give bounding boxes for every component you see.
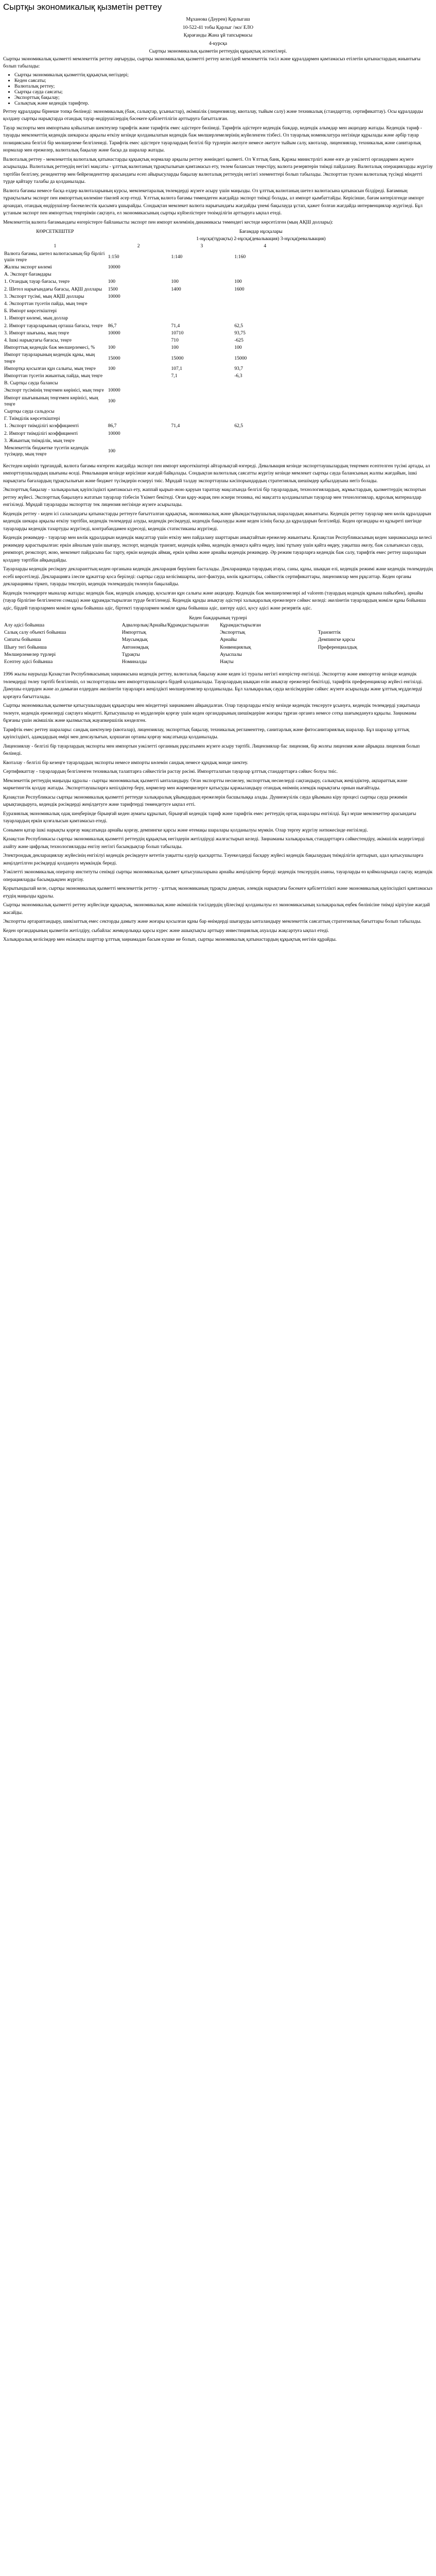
list-item: • Сыртқы сауда саясаты; (14, 89, 433, 95)
table-cell (297, 395, 415, 408)
table-cell: -6,3 (234, 373, 242, 379)
table-cell (297, 293, 415, 300)
table-cell: 86,7 (108, 423, 117, 429)
table-cell (170, 271, 234, 278)
table-cell: 3. Жиынтық тиімділік, мың теңге (4, 437, 75, 444)
topic-line: Сыртқы экономикалық қызметін реттеудің құқықтық аспектілері. (149, 48, 287, 54)
table-cell (317, 658, 415, 666)
table-cell: 107,1 (171, 365, 183, 371)
table-cell (297, 264, 415, 271)
table-cell: 100 (108, 279, 116, 285)
table-cell: 2. Импорт тиімділігі коэффициенті (4, 430, 78, 436)
table-cell: 10000 (108, 430, 120, 436)
table-row (3, 293, 415, 300)
table-cell: Тұрақты (121, 651, 140, 657)
table-row (3, 351, 415, 365)
table-cell: 710 (171, 337, 179, 344)
table-cell: Адвалорлық/Арнайы/Құрамдастырылған (121, 622, 209, 628)
table-cell: 62,5 (234, 423, 243, 429)
table-cell (233, 315, 297, 322)
table-cell (233, 308, 297, 315)
body-paragraph: Сонымен қатар ішкі нарықты қорғау мақсатында арнайы қорғау, демпингке қарсы және өтемақы шаралары қолданылуы мүмкін. Олар тергеу жүргізу нәтижесінде енгізіледі. (3, 827, 368, 833)
table-cell: Конвенциялық (220, 644, 251, 650)
table-cell (107, 337, 170, 344)
table-cell (233, 300, 297, 308)
table-cell: Құрамдастырылған (220, 622, 261, 628)
table-cell (170, 300, 234, 308)
body-paragraph: Мемлекеттің валюта бағамындағы өзгерістерге байланысты экспорт пен импорт көлемінің динамикасы төмендегі кестеде көрсетілген (мың АҚШ доллары): (3, 219, 334, 225)
table-cell: 1400 (171, 286, 181, 292)
table-cell: 100 (108, 398, 116, 404)
body-paragraph: Тарифтік емес реттеу шаралары: сандық шектеулер (квоталар), лицензиялау, экспорттық бақылау, техникалық регламенттер, санитарлық және фитосанитариялық шаралар. Бұл шаралар ұлттық қауіпсіздікті, адамдардың өмірі мен денсаулығын, қоршаған ортаны қорғау мақсатында қолданылады. (3, 726, 410, 740)
table-cell (107, 308, 170, 315)
table-cell: 71,4 (171, 323, 180, 329)
table-cell (170, 415, 234, 422)
table-cell (297, 351, 415, 365)
table-cell: 100 (108, 365, 116, 371)
table-body (3, 250, 415, 459)
table-cell (297, 300, 415, 308)
table-cell (233, 271, 297, 278)
table-cell: Валюта бағамы, шетел валютасының бір бірлігі үшін теңге (4, 250, 105, 263)
author-line: Мұханова (Дәурен) Қарлыгаш (186, 16, 250, 22)
table-cell (297, 315, 415, 322)
list-item: • Кеден саясаты; (14, 78, 433, 83)
body-paragraph: Экспортты әртараптандыру, шикізаттық емес секторды дамыту және жоғары қосылған құны бар өнімдерді шығаруды ынталандыру мемлекеттік саясаттың стратегиялық бағыттары болып табылады. (3, 919, 422, 925)
body-paragraph: Электрондық декларациялау жүйесінің енгізілуі кедендік ресімдеуге кететін уақытты едәуір қысқартты. Тәуекелдерді басқару жүйесі кедендік бақылаудың тиімділігін арттырып, адал қатысушыларға жеңілдетілген рәсімдерді қолдануға мүмкіндік береді. (3, 853, 424, 866)
body-paragraph: Тауарларды кедендік ресімдеу декларанттың кеден органына кедендік декларация беруінен басталады. Декларацияда тауардың атауы, саны, құны, шыққан елі, кедендік режимі және кедендік төлемдердің есебі көрсетіледі. Декларацияға ілеспе құжаттар қоса беріледі: сыртқы сауда келісімшарты, шот-фактура, көлік құжаттары, сәйкестік сертификаттары, лицензиялар мен рұқсаттар. Кеден органы декларацияны тіркеп, тауарды тексеріп, кедендік төлемдердің төленуін бақылайды. (3, 566, 433, 587)
table-cell: Арнайы (220, 637, 237, 643)
table-cell (297, 430, 415, 437)
table-cell: Жалпы экспорт көлемі (4, 264, 52, 270)
table-cell: -625 (234, 337, 243, 344)
table-cell (170, 408, 234, 415)
table-cell (297, 344, 415, 351)
table-cell (233, 415, 297, 422)
table-cell: 3. Импорт шығыны, мың теңге (4, 330, 69, 336)
table-cell (170, 387, 234, 394)
body-paragraph: Лицензиялау - белгілі бір тауарлардың экспорты мен импортын уәкілетті органның рұқсатымен жүзеге асыру тәртібі. Лицензиялар бас лицензия, бір жолғы лицензия және айрықша лицензия болып бөлінеді. (3, 743, 420, 757)
table-cell: 1:140 (171, 253, 183, 260)
table-cell: 10710 (171, 330, 184, 336)
paragraphs-section-3 (3, 671, 433, 944)
table-cell (297, 365, 415, 372)
duty-table-row (3, 651, 415, 658)
table-cell (170, 445, 234, 458)
table-cell (233, 387, 297, 394)
group-line: 10-522-41 тобы Қарлыг /экз/ ЕЛО (182, 24, 254, 30)
body-paragraph: Кедендік реттеу - кеден ісі саласындағы қатынастарды реттеуге бағытталған құқықтық, экономикалық және ұйымдастырушылық шаралардың жиынтығы. Кедендік реттеу тауарлар мен көлік құралдарын кедендік шекара арқылы өткізу тәртібін, кедендік төлемдерді алуды, кедендік ресімдеуді, кедендік бақылауды және кеден ісінің басқа да құралдарын белгілейді. Кеден органдары өз құзыреті шегінде тауарларды кедендік тазартуды жүргізеді, контрабандамен күреседі, кедендік статистиканы жүргізеді. (3, 511, 431, 532)
list-item: • Экспорттық бақылау; (14, 95, 433, 100)
duty-table-row (3, 658, 415, 666)
table-cell (297, 337, 415, 344)
table-row (3, 271, 415, 278)
table-cell (233, 437, 297, 445)
table-row (3, 308, 415, 315)
body-paragraph: Халықаралық келісімдер мен екіжақты шарттар ұлттық заңнамадан басым күшке ие болып, сыртқы экономикалық қатынастардың құқықтық негізін құрайды. (3, 937, 337, 943)
body-paragraph: Кестеден көрініп тұрғандай, валюта бағамы өзгерген жағдайда экспорт пен импорт көрсеткіштері айтарлықтай өзгереді. Девальвация кезінде экспорттаушылардың теңгемен есептелген түсімі артады, ал импорттаушылардың шығыны өседі. Ревальвация кезінде керісінше жағдай байқалады. Сондықтан валюталық саясатты жүргізу кезінде мемлекет сыртқы сауда балансының жалпы жағдайын, ішкі нарықтағы бағалардың тұрақтылығын және бюджет түсімдерін ескеруі тиіс. Мұндай талдау экспорттаушы кәсіпорындардың стратегиялық шешімдер қабылдауына негіз болады. (3, 463, 430, 484)
table-row (3, 264, 415, 271)
table-cell: 100 (234, 279, 242, 285)
table-cell: 100 (108, 345, 116, 351)
table-row (3, 372, 415, 380)
table-cell: 4. Ішкі нарықтағы бағасы, теңге (4, 337, 72, 344)
table-header-left: КӨРСЕТКІШТЕР (36, 229, 74, 234)
duty-table-row (3, 629, 415, 636)
table-cell (297, 387, 415, 394)
table-cell: Ауыспалы (220, 651, 242, 657)
intro-paragraph: Сыртқы экономикалық қызметті мемлекеттік реттеу аңғыруды, сыртқы экономикалық қызметті реттеу келесідей мемлекеттік тәсіл және құралдармен қамтамасыз етілетін қатынастардың жиынтығы болып табылады: (3, 56, 421, 69)
body-paragraph: Қорытындылай келе, сыртқы экономикалық қызметті мемлекеттік реттеу - ұлттық экономиканың тұрақты дамуын, әлемдік нарықтағы бәсекеге қабілеттілікті және экономикалық қауіпсіздікті қамтамасыз етудің маңызды құралы. (3, 886, 432, 899)
table-cell: 15000 (108, 355, 120, 361)
table-cell: Преференциалдық (318, 644, 357, 650)
table-cell: 15000 (171, 355, 184, 361)
body-paragraph: 1996 жылы наурызда Қазақстан Республикасының заңнамасына кедендік реттеу, валюталық бақылау және кеден ісі туралы негізгі өзгерістер енгізілді. Экспорттау және импорттау кезінде кедендік төлемдерді төлеу тәртібі белгіленіп, ол экспорттаушы мен импорттаушыларға бірдей қолданылады. Тауарлардың шыққан елін анықтау ережелері бекітілді, тарифтік преференциялар жүйесі енгізілді. Дамушы елдерден және аз дамыған елдерден әкелінетін тауарларға жеңілдікті мөлшерлемелер қолданылады. Бұл халықаралық сауда келісімдеріне сәйкес жүзеге асырылады және ұлттық мүдделерді қорғауға бағытталады. (3, 671, 423, 700)
body-paragraph: Квоталау - белгілі бір кезеңге тауарлардың экспорты немесе импорты көлемін сандық немесе құндық мәнде шектеу. (3, 759, 249, 766)
body-paragraph: Тауар экспорты мен импортына қойылатын шектеулер тарифтік және тарифтік емес әдістерге бөлінеді. Тарифтік әдістерге кедендік баждар, кедендік алымдар мен акциздер жатады. Кедендік тариф - тауарды мемлекеттің кедендік шекарасы арқылы өткізу кезінде қолданылатын кедендік баж мөлшерлемелерінің жүйеленген тізбесі. Ол тауарлық номенклатура негізінде құрылады және әрбір тауар позициясына белгілі бір мөлшерлеме белгіленеді. Тарифтік емес әдістерге тауарлардың белгілі бір түрлерін әкелуге немесе әкетуге тыйым салу, квоталар, лицензиялар, техникалық және санитарлық нормалар мен ережелер, валюталық бақылау және басқа да шаралар жатады. (3, 125, 422, 153)
table-row (3, 445, 415, 458)
table-cell (233, 395, 297, 408)
table-row (3, 337, 415, 344)
duty-table-body (3, 622, 415, 666)
table-cell (233, 430, 297, 437)
table-cell (297, 278, 415, 285)
table-cell: 2. Шетел нарығындағы бағасы, АҚШ доллары (4, 286, 102, 292)
table-cell (297, 437, 415, 445)
table-cell (297, 422, 415, 430)
table-cell: Шығу тегі бойынша (4, 644, 47, 650)
table-cell (107, 315, 170, 322)
table-cell: 4 (264, 243, 267, 249)
paragraphs-section-1 (3, 108, 433, 227)
table-cell (233, 293, 297, 300)
table-cell (170, 430, 234, 437)
list-item: • Сыртқы экономикалық қызметтің құқықтық негіздері; (14, 72, 433, 78)
table-cell: 4. Экспорттан түсетін пайда, мың теңге (4, 301, 88, 307)
table-cell (297, 445, 415, 458)
body-paragraph: Сертификаттау - тауарлардың белгіленген техникалық талаптарға сәйкестігін растау рәсімі. Импортталатын тауарлар ұлттық стандарттарға сәйкес болуы тиіс. (3, 769, 338, 775)
duty-table-row (3, 622, 415, 629)
table-cell: 2. Импорт тауарларының орташа бағасы, теңге (4, 323, 103, 329)
exchange-rate-table (3, 228, 415, 459)
table-cell (107, 300, 170, 308)
table-row (3, 415, 415, 422)
table-cell: 93,7 (234, 365, 243, 371)
table-cell: Импорттан түсетін жиынтық пайда, мың теңге (4, 373, 103, 379)
table-row (3, 365, 415, 372)
table-cell: 3. Экспорт түсімі, мың АҚШ доллары (4, 293, 84, 299)
table-cell: 1. Импорт көлемі, мың доллар (4, 315, 68, 321)
bullet-list (14, 72, 433, 106)
document-page (0, 0, 436, 944)
table-row (3, 323, 415, 330)
table-cell (170, 308, 234, 315)
table-row (3, 387, 415, 394)
body-paragraph: Экспорттық бақылау - халықаралық қауіпсіздікті қамтамасыз ету, жаппай қырып-жою қаруын таратпау мақсатында белгілі бір тауарлардың, технологиялардың, жұмыстардың, қызметтердің экспортын реттеу жүйесі. Экспорттық бақылауға жататын тауарлар тізбесін Үкімет бекітеді. Оған қару-жарақ пен әскери техника, екі мақсатта қолданылатын тауарлар мен технологиялар, ядролық материалдар енгізіледі. Мұндай тауарларды экспорттау тек лицензия негізінде жүзеге асырылады. (3, 487, 426, 507)
table-cell: 62,5 (234, 323, 243, 329)
table-row (3, 395, 415, 408)
table-cell: Автономдық (121, 644, 149, 650)
table-cell (297, 243, 415, 250)
table-row (3, 430, 415, 437)
table-row (3, 278, 415, 285)
table-cell: В. Сыртқы сауда балансы (4, 380, 58, 386)
table-header-row (3, 228, 415, 235)
table-cell: Демпингке қарсы (318, 637, 355, 643)
body-paragraph: Валюта бағамы немесе басқа елдер валюталарының курсы, мемлекетаралық төлемдерді жүзеге асыру үшін маңызды. Ол ұлттық валютаның шетел валютасына қатынасын білдіреді. Бағамның тұрақтылығы экспорт пен импорттың көлеміне тікелей әсер етеді. Ұлттық валюта бағамы төмендеген жағдайда экспорт тиімді болады, ал импорт қымбаттайды. Керісінше, бағам көтерілгенде импорт арзандап, отандық өндірушілер бәсекелестік қысымға ұшырайды. Сондықтан мемлекет валюта нарығындағы жағдайды үнемі бақылауда ұстап, қажет болған жағдайда интервенциялар жүргізеді. Бұл ұстаным экспорт пен импорттың теңгерімін сақтауға, ел экономикасының сыртқы күйзелістерге төзімділігін арттыруға ықпал етеді. (3, 188, 424, 216)
table-cell (107, 415, 170, 422)
table-cell: 100 (171, 279, 179, 285)
table-cell: Мөлшерлемелер түрлері (4, 651, 56, 657)
list-item: • Валюталық реттеу; (14, 83, 433, 89)
table-cell: Нақты (220, 659, 234, 665)
table-cell: Б. Импорт көрсеткіштері (4, 308, 57, 314)
table-cell: Импорттық (121, 630, 146, 636)
table-row (3, 250, 415, 264)
table-cell: Алу әдісі бойынша (4, 622, 45, 628)
table-cell (107, 271, 170, 278)
table-cell: 1:160 (234, 253, 246, 260)
table-cell: 100 (234, 345, 242, 351)
table-cell: 3 (200, 243, 203, 249)
table-cell: 71,4 (171, 423, 180, 429)
table-cell: 93,75 (234, 330, 246, 336)
table-cell: 10000 (108, 387, 120, 394)
body-paragraph: Кедендік төлемдерге мыналар жатады: кедендік баж, кедендік алымдар, қосылған құн салығы және акциздер. Кедендік баж мөлшерлемелері ad valorem (тауардың кедендік құнына пайызбен), арнайы (тауар бірлігіне белгіленген сомада) және құрамдастырылған түрде белгіленеді. Кедендік құнды анықтау әдістері халықаралық ережелерге сәйкес келеді: әкелінетін тауарлардың мәміле құны бойынша әдіс, бірдей тауарлармен мәміле құны бойынша әдіс, біртекті тауарлармен мәміле құны бойынша әдіс, шегеру әдісі, қосу әдісі және резервтік әдіс. (3, 590, 426, 611)
duty-types-table (3, 622, 415, 666)
table-row (3, 437, 415, 445)
table-cell (107, 437, 170, 445)
table-cell (170, 293, 234, 300)
table-number-row (3, 243, 415, 250)
table-cell: Транзиттік (318, 630, 341, 636)
body-paragraph: Қазақстан Республикасы сыртқы экономикалық қызметті реттеудің құқықтық негіздерін жетілдіруді жалғастырып келеді. Заңнаманы халықаралық стандарттарға сәйкестендіру, әкімшілік кедергілерді азайту және цифрлық технологияларды енгізу негізгі басымдықтар болып табылады. (3, 836, 425, 850)
kind-line: Қарағанды Жана ұй тапсырмасы (183, 32, 253, 38)
table-cell: Сипаты бойынша (4, 637, 41, 643)
table-cell (297, 271, 415, 278)
table-cell (297, 330, 415, 337)
table-cell: Экспорттық (220, 630, 246, 636)
body-paragraph: Кеден органдарының қызметін жетілдіру, сыбайлас жемқорлыққа қарсы күрес және ашықтықты арттыру инвестициялық ахуалды жақсартуға ықпал етеді. (3, 927, 329, 934)
table-cell (297, 372, 415, 380)
body-paragraph: Мемлекеттік реттеудің маңызды құралы - сыртқы экономикалық қызметті ынталандыру. Оған экспортты несиелеу, экспорттық несиелерді сақтандыру, салықтық жеңілдіктер, ақпараттық және маркетингтік қолдау жатады. Экспорттаушыларға кепілдіктер беру, көрмелер мен жәрмеңкелерге қатысуды қаржыландыру отандық өнімнің әлемдік нарықтағы орнын нығайтады. (3, 777, 408, 791)
table-cell: Импортқа қосылған құн салығы, мың теңге (4, 365, 96, 371)
list-item: • Салықтық және кедендік тарифтер. (14, 100, 433, 106)
table-cell (297, 286, 415, 293)
table-cell (170, 395, 234, 408)
table-cell (170, 437, 234, 445)
duty-table-row (3, 636, 415, 643)
table-cell: Есептеу әдісі бойынша (4, 659, 53, 665)
table-cell (297, 380, 415, 387)
table-cell: Сыртқы сауда сальдосы (4, 409, 55, 415)
body-paragraph: Қазақстан Республикасы сыртқы экономикалық қызметті реттеуде халықаралық ұйымдардың ережелерін басшылыққа алады. Дүниежүзілік сауда ұйымына кіру процесі сыртқы сауда режимін ырықтандыруға, кедендік рәсімдерді жеңілдетуге және тарифтерді төмендетуге ықпал етті. (3, 794, 408, 808)
table-cell: 2 (137, 243, 140, 249)
table-cell (233, 408, 297, 415)
body-paragraph: Еуразиялық экономикалық одақ шеңберінде бірыңғай кеден аумағы құрылып, бірыңғай кедендік тариф және тарифтік емес реттеудің ортақ шаралары енгізілді. Бұл мүше мемлекеттер арасындағы тауарлардың еркін қозғалысын қамтамасыз етеді. (3, 810, 416, 824)
table-cell (107, 408, 170, 415)
duty-table-row (3, 644, 415, 651)
table-cell: Г. Тиімділік көрсеткіштері (4, 416, 60, 422)
table-cell: 1 (54, 243, 57, 249)
table-cell (317, 651, 415, 658)
table-cell (107, 372, 170, 380)
table-cell: 100 (171, 345, 179, 351)
table-cell: А. Экспорт бағамдары (4, 272, 51, 278)
table-cell: Импорттық кедендік баж мөлшерлемесі, % (4, 345, 95, 351)
table-cell: 7,1 (171, 373, 178, 379)
table-row (3, 315, 415, 322)
table-cell (297, 250, 415, 264)
table-cell (297, 308, 415, 315)
duty-table-title: Кеден баждарының түрлері (189, 615, 247, 621)
table-cell: 1500 (108, 286, 118, 292)
table-cell (233, 264, 297, 271)
table-cell (297, 415, 415, 422)
table-cell (297, 408, 415, 415)
table-cell: Номиналды (121, 659, 147, 665)
course-line: 4-курсқа (208, 40, 228, 46)
table-cell: 15000 (234, 355, 247, 361)
table-cell (297, 323, 415, 330)
document-header (3, 15, 433, 56)
table-cell (3, 235, 107, 243)
table-cell (170, 264, 234, 271)
table-row (3, 286, 415, 293)
table-cell (107, 380, 170, 387)
body-paragraph: Сыртқы экономикалық қызметті реттеу жүйесінде құқықтық, экономикалық және әкімшілік тәсілдердің үйлесімді қолданылуы ел экономикасының халықаралық еңбек бөлінісіне тиімді кірігуіне жағдай жасайды. (3, 902, 430, 916)
table-row (3, 344, 415, 351)
table-subheader: 1-нұсқа(тұрақты) 2-нұсқа(девальвация) 3-нұсқа(ревальвация) (196, 236, 326, 242)
page-title: Сыртқы экономикалық қызметін реттеу (3, 2, 162, 12)
table-subheader-row (3, 235, 415, 243)
paragraphs-section-2 (3, 463, 433, 613)
body-paragraph: Кедендік режимдер - тауарлар мен көлік құралдарын кедендік мақсаттар үшін өткізу мен пайдалану шарттарын анықтайтын ережелер жиынтығы. Қазақстан Республикасының кеден заңнамасында келесі режимдер қарастырылған: еркін айналым үшін шығару, экспорт, кедендік транзит, кедендік қойма, кедендік аумақта қайта өңдеу, ішкі тұтыну үшін қайта өңдеу, уақытша әкелу, баж салығынсыз сауда, реимпорт, реэкспорт, жою, мемлекет пайдасына бас тарту, еркін кедендік аймақ, еркін қойма және арнайы кедендік режимдер. Әр режим тауарларға кедендік баж салу, тарифтік емес реттеу шараларын қолдану тәртібін айқындайды. (3, 535, 432, 563)
table-row (3, 422, 415, 430)
body-paragraph: Уәкілетті экономикалық оператор институты сенімді сыртқы экономикалық қызмет қатысушыларына арнайы жеңілдіктер береді: кедендік тексерудің азаюы, тауарларды өз қоймаларында сақтау, кедендік операцияларды басымдықпен жүргізу. (3, 869, 433, 883)
table-header-right: Бағамдар нұсқалары (239, 229, 283, 234)
table-row (3, 300, 415, 308)
table-cell (233, 380, 297, 387)
table-cell: Маусымдық (121, 637, 148, 643)
body-paragraph: Валюталық реттеу - мемлекеттің валюталық қатынастарды құқықтық нормалар арқылы реттеу жөніндегі қызметі. Ол Ұлттық банк, Қаржы министрлігі және өзге де уәкілетті органдармен жүзеге асырылады. Валюталық реттеудің негізгі мақсаты - ұлттық валютаның тұрақтылығын қамтамасыз ету, төлем балансын теңестіру, валюта резервтерін тиімді пайдалану. Валюталық операцияларды жүргізу тәртібін белгілеу, резиденттер мен бейрезиденттер арасындағы есеп айырысуларды бақылау валюталық реттеудің негізгі элементтері болып табылады. Экспорттан түскен валюталық түсімді міндетті түрде қайтару талабы да қолданылады. (3, 156, 433, 184)
table-cell: 1. Отандық тауар бағасы, теңге (4, 279, 70, 285)
table-cell (170, 315, 234, 322)
body-paragraph: Реттеу құралдары бірнеше топқа бөлінеді: экономикалық (баж, салықтар, ұсыныстар), әкімшілік (лицензиялау, квоталау, тыйым салу) және техникалық (стандарттау, сертификаттау). Осы құралдарды қолдану сыртқы нарықтарда отандық тауар өндірушілердің бәсекеге қабілеттілігін арттыруға бағытталған. (3, 108, 423, 122)
table-cell: 1600 (234, 286, 245, 292)
table-cell: 10000 (108, 293, 120, 299)
table-cell: 1:150 (108, 253, 119, 260)
table-cell: 10000 (108, 330, 120, 336)
table-cell (233, 445, 297, 458)
table-row (3, 408, 415, 415)
table-cell: 86,7 (108, 323, 117, 329)
table-cell: Импорт шығынының теңгемен көрінісі, мың теңге (4, 395, 98, 407)
table-row (3, 330, 415, 337)
table-cell: 1. Экспорт тиімділігі коэффициенті (4, 423, 79, 429)
table-cell: 10000 (108, 264, 120, 270)
table-cell: Экспорт түсімінің теңгемен көрінісі, мың теңге (4, 387, 104, 394)
table-cell: Импорт тауарларының кедендік құны, мың теңге (4, 352, 95, 364)
table-cell (170, 380, 234, 387)
table-cell: Мемлекеттік бюджетке түсетін кедендік түсімдер, мың теңге (4, 445, 89, 457)
table-cell: Салық салу объекті бойынша (4, 630, 66, 636)
body-paragraph: Сыртқы экономикалық қызметке қатысушылардың құқықтары мен міндеттері заңнамамен айқындалған. Олар тауарларды өткізу кезінде кедендік тексеруге ұсынуға, кедендік төлемдерді уақытында төлеуге, кедендік ережелерді сақтауға міндетті. Қатысушылар өз мүдделерін қорғау үшін кеден органдарының шешімдеріне жоғары тұрған органға немесе сотқа шағымдануға құқылы. Заңнаманы бұзғаны үшін әкімшілік және қылмыстық жауапкершілік көзделген. (3, 703, 420, 724)
table-row (3, 380, 415, 387)
table-cell: 100 (108, 448, 116, 454)
